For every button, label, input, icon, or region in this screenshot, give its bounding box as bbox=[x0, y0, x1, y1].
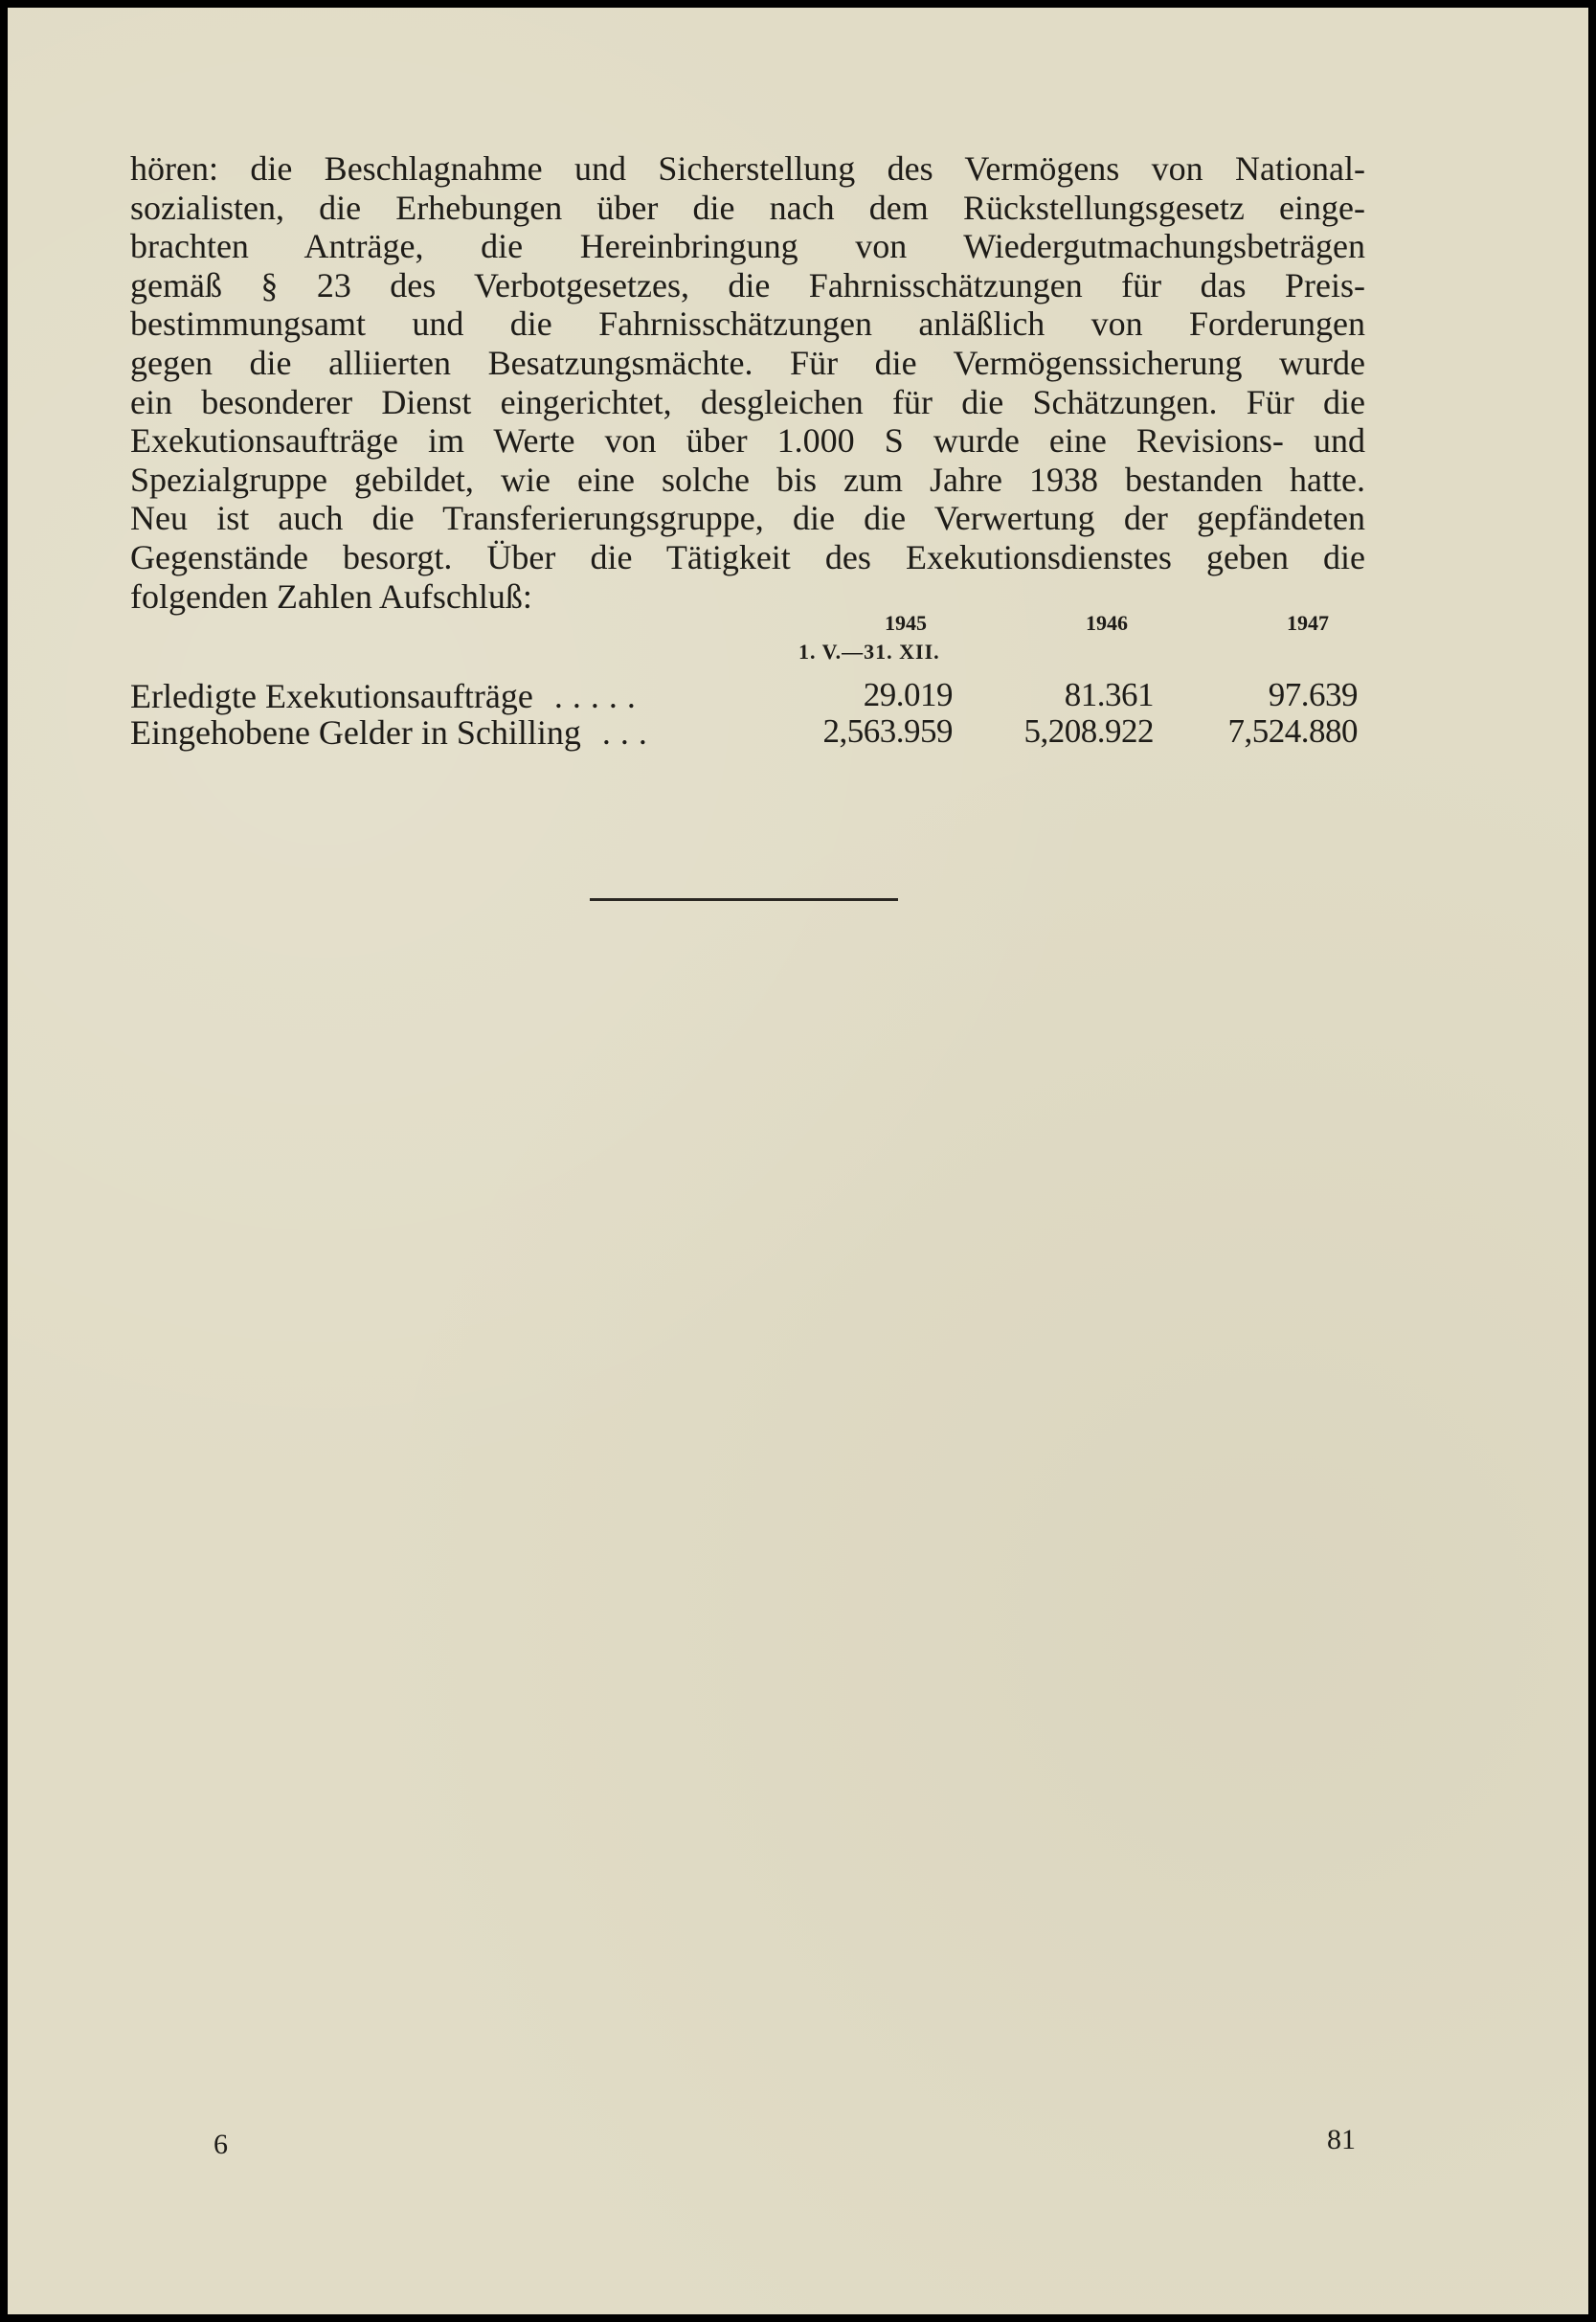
row-label bbox=[130, 712, 657, 753]
paragraph-line: brachten Anträge, die Hereinbringung von Wiedergutmachungsbeträgen bbox=[130, 227, 1365, 266]
column-header-1945: 1945 bbox=[885, 611, 927, 635]
document-page bbox=[8, 8, 1588, 2314]
table-cell: 29.019 bbox=[863, 676, 953, 713]
table-cell: 81.361 bbox=[1064, 676, 1154, 713]
paragraph-line: Gegenstände besorgt. Über die Tätigkeit des Exekutionsdienstes geben die bbox=[130, 537, 1365, 576]
table-cell: 2,563.959 bbox=[822, 712, 953, 750]
paragraph-line: Exekutionsaufträge im Werte von über 1.000 S wurde eine Revisions- und bbox=[130, 421, 1365, 461]
table-cell: 5,208.922 bbox=[1023, 712, 1154, 750]
dot-leader: ... bbox=[601, 713, 657, 752]
table-cell: 97.639 bbox=[1268, 676, 1358, 713]
paragraph-line: gemäß § 23 des Verbotgesetzes, die Fahrnisschätzungen für das Preis- bbox=[130, 265, 1365, 304]
table-cell: 7,524.880 bbox=[1227, 712, 1358, 750]
signature-mark: 6 bbox=[214, 2129, 228, 2160]
column-subheader-period: 1. V.—31. XII. bbox=[798, 640, 940, 664]
paragraph-line: folgenden Zahlen Aufschluß: bbox=[130, 576, 532, 616]
paragraph-line: sozialisten, die Erhebungen über die nach dem Rückstellungsgesetz einge- bbox=[130, 188, 1365, 227]
column-header-1946: 1946 bbox=[1086, 611, 1128, 635]
row-label bbox=[130, 676, 645, 716]
paragraph-line: hören: die Beschlagnahme und Sicherstellung des Vermögens von National- bbox=[130, 149, 1365, 188]
row-label-text: Erledigte Exekutionsaufträge bbox=[130, 677, 533, 715]
column-header-1947: 1947 bbox=[1287, 611, 1329, 635]
paragraph-line: bestimmungsamt und die Fahrnisschätzungen anläßlich von Forderungen bbox=[130, 304, 1365, 344]
row-label-text: Eingehobene Gelder in Schilling bbox=[130, 713, 581, 752]
section-divider bbox=[590, 898, 898, 901]
dot-leader: ..... bbox=[553, 677, 645, 715]
paragraph-line: Neu ist auch die Transferierungsgruppe, die die Verwertung der gepfändeten bbox=[130, 499, 1365, 538]
body-paragraph bbox=[130, 149, 1365, 616]
paragraph-line: Spezialgruppe gebildet, wie eine solche bis zum Jahre 1938 bestanden hatte. bbox=[130, 460, 1365, 499]
page-number: 81 bbox=[1327, 2124, 1356, 2155]
paragraph-line: ein besonderer Dienst eingerichtet, desgleichen für die Schätzungen. Für die bbox=[130, 382, 1365, 421]
paragraph-line: gegen die alliierten Besatzungsmächte. Für die Vermögenssicherung wurde bbox=[130, 343, 1365, 382]
